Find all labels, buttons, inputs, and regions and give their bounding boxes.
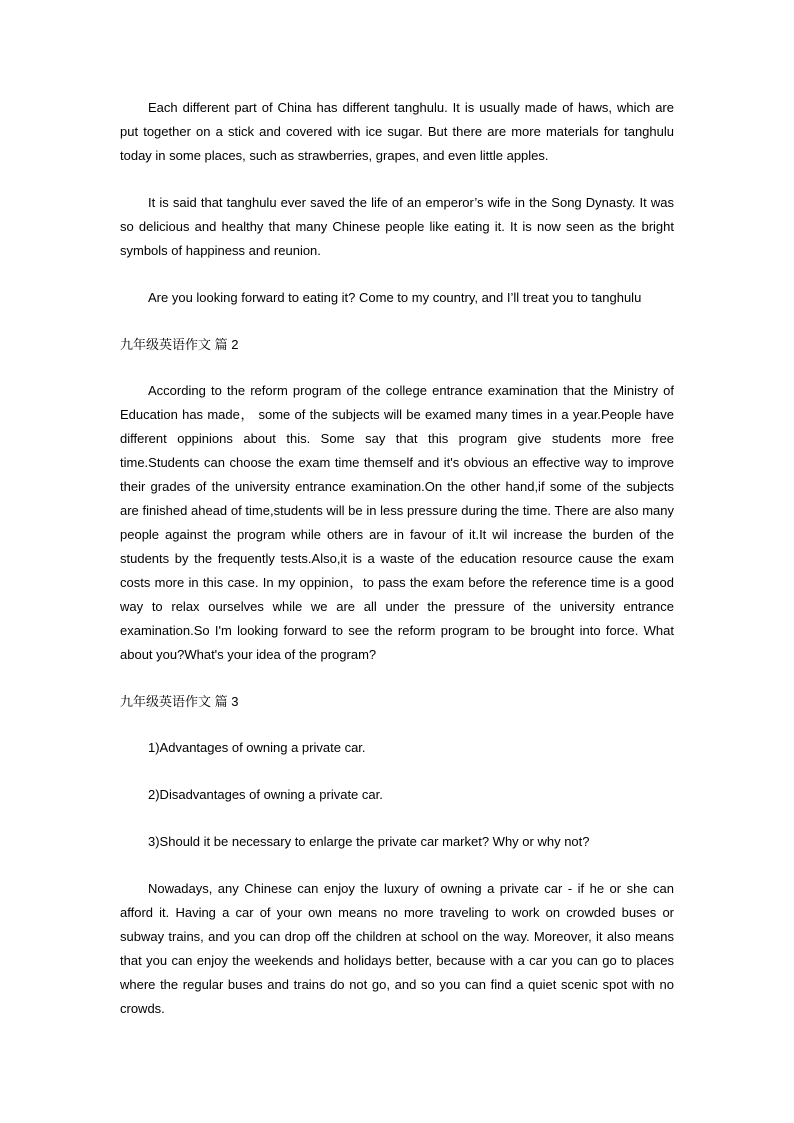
paragraph-tanghulu-varieties: Each different part of China has different tanghulu. It is usually made of haws, which are put together on a stick and covered with ice sugar. But there are more materials for tanghulu today in some places, such as strawberries, grapes, and even little apples. <box>120 100 674 163</box>
paragraph-tanghulu-history: It is said that tanghulu ever saved the life of an emperor’s wife in the Song Dynasty. It was so delicious and healthy that many Chinese people like eating it. It is now seen as the bright symbols of happiness and reunion. <box>120 195 674 258</box>
section-heading-3: 九年级英语作文 篇 3 <box>120 694 239 709</box>
outline-item-advantages: 1)Advantages of owning a private car. <box>148 740 366 755</box>
section-heading-2: 九年级英语作文 篇 2 <box>120 337 239 352</box>
paragraph-reform-program: According to the reform program of the college entrance examination that the Ministry of Education has made， some of the subjects will be examed many times in a year.People have different oppinions about this. Some say that this program give students more free time.Students can choose the exam time themself and it's obvious an effective way to improve their grades of the university entrance examination.On the other hand,if some of the subjects are finished ahead of time,students will be in less pressure during the time. There are also many people against the program while others are in favour of it.It wil increase the burden of the students by the frequently tests.Also,it is a waste of the education resource cause the exam costs more in this case. In my oppinion，to pass the exam before the reference time is a good way to relax ourselves while we are all under the pressure of the university entrance examination.So I'm looking forward to see the reform program to be brought into force. What about you?What's your idea of the program? <box>120 383 674 662</box>
paragraph-private-car: Nowadays, any Chinese can enjoy the luxury of owning a private car - if he or she can afford it. Having a car of your own means no more traveling to work on crowded buses or subway trains, and you can drop off the children at school on the way. Moreover, it also means that you can enjoy the weekends and holidays better, because with a car you can go to places where the regular buses and trains do not go, and so you can find a quiet scenic spot with no crowds. <box>120 881 674 1016</box>
paragraph-tanghulu-invitation: Are you looking forward to eating it? Come to my country, and I’ll treat you to tanghulu <box>148 290 642 305</box>
outline-item-market-question: 3)Should it be necessary to enlarge the private car market? Why or why not? <box>148 834 590 849</box>
outline-item-disadvantages: 2)Disadvantages of owning a private car. <box>148 787 383 802</box>
document-page <box>120 96 674 1021</box>
